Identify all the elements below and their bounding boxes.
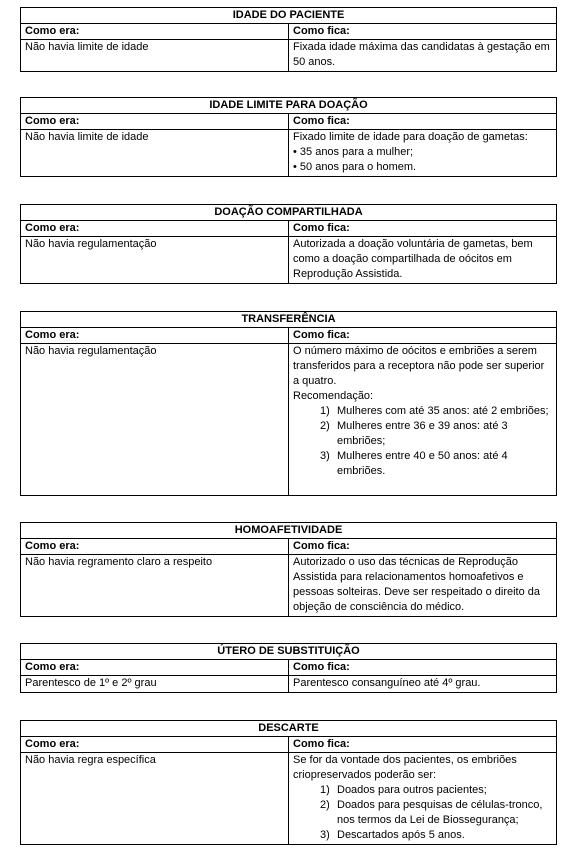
after-label: Como fica: — [289, 24, 557, 40]
before-value: Não havia regramento claro a respeito — [21, 555, 289, 617]
list-number: 2) — [320, 799, 330, 811]
after-value: Autorizado o uso das técnicas de Reprodução Assistida para relacionamentos homoafetivos e pessoas solteiras. Deve ser respeitado o direito da objeção de consciência do médico. — [289, 555, 557, 617]
list-number: 1) — [320, 784, 330, 796]
after-value: Fixada idade máxima das candidatas à gestação em 50 anos. — [289, 40, 557, 72]
before-label: Como era: — [21, 221, 289, 237]
recommendation-label: Recomendação: — [293, 390, 374, 402]
section-title: HOMOAFETIVIDADE — [21, 523, 557, 539]
before-label: Como era: — [21, 328, 289, 344]
after-value: Parentesco consanguíneo até 4º grau. — [289, 676, 557, 693]
before-label: Como era: — [21, 660, 289, 676]
list-number: 3) — [320, 829, 330, 841]
before-value: Não havia regra específica — [21, 753, 289, 845]
bullet-item: • 35 anos para a mulher; — [293, 146, 414, 158]
section-transferencia — [20, 311, 557, 496]
bullet-item: • 50 anos para o homem. — [293, 161, 417, 173]
disposal-options-list — [293, 783, 552, 843]
after-intro: Se for da vontade dos pacientes, os embriões criopreservados poderão ser: — [293, 754, 517, 781]
section-idade-do-paciente — [20, 7, 557, 72]
list-item — [320, 798, 552, 828]
section-title: IDADE LIMITE PARA DOAÇÃO — [21, 98, 557, 114]
before-value: Parentesco de 1º e 2º grau — [21, 676, 289, 693]
before-label: Como era: — [21, 114, 289, 130]
list-item — [320, 783, 552, 798]
list-item — [320, 404, 552, 419]
before-value: Não havia regulamentação — [21, 344, 289, 496]
before-label: Como era: — [21, 737, 289, 753]
after-value: Autorizada a doação voluntária de gametas, bem como a doação compartilhada de oócitos em Reprodução Assistida. — [289, 237, 557, 284]
list-item — [320, 828, 552, 843]
section-descarte — [20, 720, 557, 845]
list-text: Doados para pesquisas de células-tronco, nos termos da Lei de Biossegurança; — [337, 799, 543, 826]
after-label: Como fica: — [289, 328, 557, 344]
bullet-list — [293, 145, 552, 175]
list-item — [320, 419, 552, 449]
after-value — [289, 344, 557, 496]
after-intro: O número máximo de oócitos e embriões a serem transferidos para a receptora não pode ser superior a quatro. — [293, 345, 545, 387]
before-value: Não havia limite de idade — [21, 40, 289, 72]
before-label: Como era: — [21, 539, 289, 555]
list-number: 1) — [320, 405, 330, 417]
section-idade-limite-para-doacao — [20, 97, 557, 177]
list-text: Mulheres entre 40 e 50 anos: até 4 embriões. — [337, 450, 508, 477]
after-value — [289, 753, 557, 845]
before-label: Como era: — [21, 24, 289, 40]
after-label: Como fica: — [289, 539, 557, 555]
after-intro: Fixado limite de idade para doação de gametas: — [293, 131, 528, 143]
before-value: Não havia limite de idade — [21, 130, 289, 177]
before-value: Não havia regulamentação — [21, 237, 289, 284]
list-text: Mulheres entre 36 e 39 anos: até 3 embriões; — [337, 420, 508, 447]
after-label: Como fica: — [289, 221, 557, 237]
after-label: Como fica: — [289, 660, 557, 676]
section-title: TRANSFERÊNCIA — [21, 312, 557, 328]
list-item — [320, 449, 552, 479]
after-label: Como fica: — [289, 114, 557, 130]
after-label: Como fica: — [289, 737, 557, 753]
section-title: DOAÇÃO COMPARTILHADA — [21, 205, 557, 221]
list-number: 2) — [320, 420, 330, 432]
after-value — [289, 130, 557, 177]
list-text: Doados para outros pacientes; — [337, 784, 487, 796]
list-number: 3) — [320, 450, 330, 462]
recommendation-list — [293, 404, 552, 479]
list-text: Mulheres com até 35 anos: até 2 embriões; — [337, 405, 549, 417]
section-homoafetividade — [20, 522, 557, 617]
list-text: Descartados após 5 anos. — [337, 829, 465, 841]
section-title: ÚTERO DE SUBSTITUIÇÃO — [21, 644, 557, 660]
section-title: IDADE DO PACIENTE — [21, 8, 557, 24]
section-doacao-compartilhada — [20, 204, 557, 284]
section-utero-de-substituicao — [20, 643, 557, 693]
section-title: DESCARTE — [21, 721, 557, 737]
